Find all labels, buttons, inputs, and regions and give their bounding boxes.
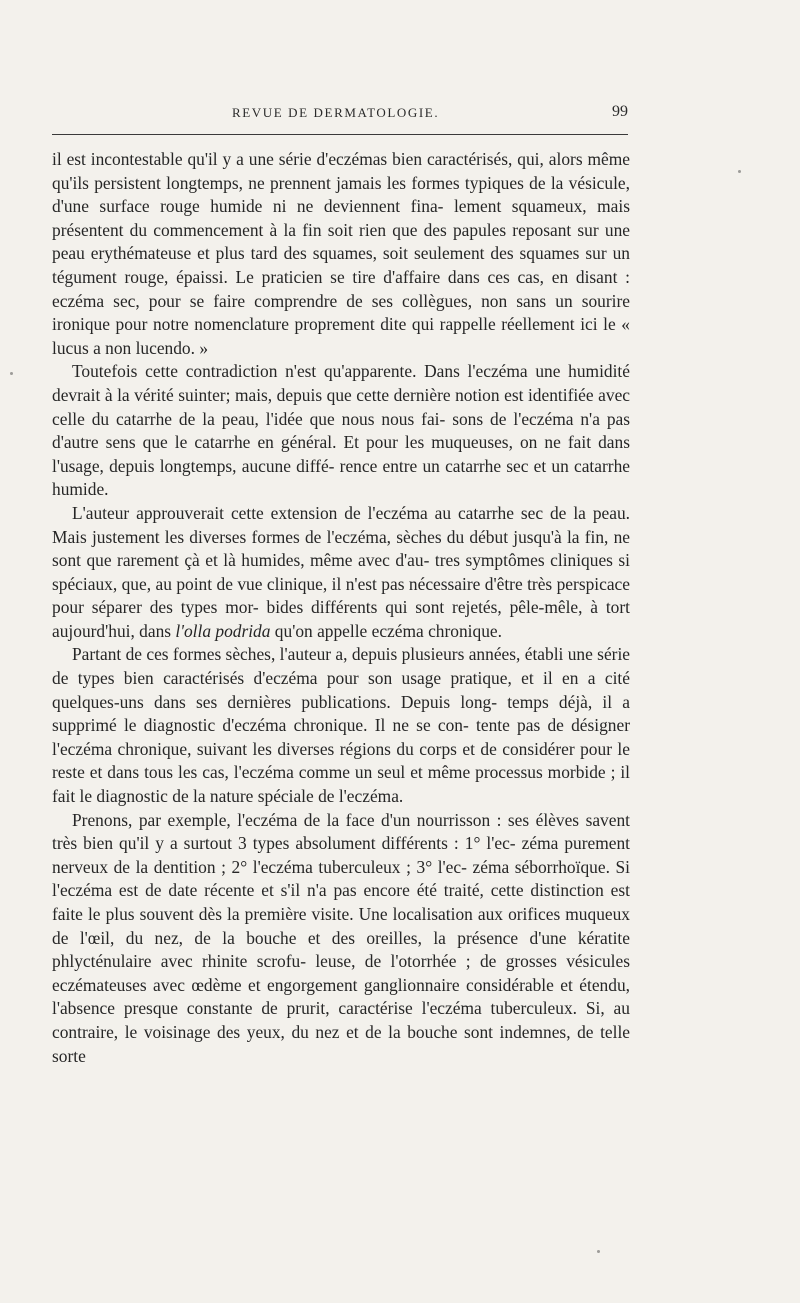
paragraph-4: Partant de ces formes sèches, l'auteur a, depuis plusieurs années, établi une série de types bien caractérisés d'eczéma pour son usage pratique, et il en a cité quelques-uns dans ses dernières publications. Depuis long- temps déjà, il a supprimé le diagnostic d'eczéma chronique. Il ne se con- tente pas de désigner l'eczéma chronique, suivant les diverses régions du corps et de considérer pour le reste et dans tous les cas, l'eczéma comme un seul et même processus morbide ; il fait le diagnostic de la nature spéciale de l'eczéma. — [52, 644, 631, 807]
running-title: REVUE DE DERMATOLOGIE. — [232, 105, 440, 120]
ink-speck — [10, 372, 13, 375]
italic-phrase: l'olla podrida — [175, 620, 271, 641]
page-number: 99 — [612, 103, 628, 120]
paragraph-5: Prenons, par exemple, l'eczéma de la face d'un nourrisson : ses élèves savent très bien qu'il y a surtout 3 types absolument différents : 1° l'ec- zéma purement nerveux de la dentition ; 2° l'eczéma tuberculeux ; 3° l'ec- zéma séborrhoïque. Si l'eczéma est de date récente et s'il n'a pas encore été traité, cette distinction est faite le plus souvent dès la première visite. Une localisation aux orifices muqueux de l'œil, du nez, de la bouche et des oreilles, la présence d'une kératite phlycténulaire avec rhinite scrofu- leuse, de l'otorrhée ; de grosses vésicules eczémateuses avec œdème et engorgement ganglionnaire considérable et étendu, l'absence presque constante de prurit, caractérise l'eczéma tuberculeux. Si, au contraire, le voisinage des yeux, du nez et de la bouche sont indemnes, de telle sorte — [52, 809, 631, 1066]
body-text — [52, 148, 630, 1068]
page-header — [52, 103, 628, 125]
ink-speck — [597, 1250, 600, 1253]
paragraph-3: L'auteur approuverait cette extension de l'eczéma au catarrhe sec de la peau. Mais justement les diverses formes de l'eczéma, sèches du début jusqu'à la fin, ne sont que rarement çà et là humides, même avec d'au- tres symptômes cliniques si spéciaux, que, au point de vue clinique, il n'est pas nécessaire d'être très perspicace pour séparer des types mor- bides différents qui sont rejetés, pêle-mêle, à tort aujourd'hui, dans l'olla podrida qu'on appelle eczéma chronique. — [52, 502, 631, 641]
paragraph-2: Toutefois cette contradiction n'est qu'apparente. Dans l'eczéma une humidité devrait à la vérité suinter; mais, depuis que cette dernière notion est identifiée avec celle du catarrhe de la peau, l'idée que nous nous fai- sons de l'eczéma n'a pas d'autre sens que le catarrhe en général. Et pour les muqueuses, on ne fait dans l'usage, depuis longtemps, aucune diffé- rence entre un catarrhe sec et un catarrhe humide. — [52, 361, 631, 500]
ink-speck — [738, 170, 741, 173]
header-rule — [52, 134, 628, 135]
paragraph-1: il est incontestable qu'il y a une série d'eczémas bien caractérisés, qui, alors même qu'ils persistent longtemps, ne prennent jamais les formes typiques de la vésicule, d'une surface rouge humide ni ne deviennent fina- lement squameux, mais présentent du commencement à la fin soit rien que des papules reposant sur une peau erythémateuse et plus tard des squames, soit seulement des squames sur un tégument rouge, épaissi. Le praticien se tire d'affaire dans ces cas, en disant : eczéma sec, pour se faire comprendre de ses collègues, non sans un sourire ironique pour notre nomenclature proprement dite qui rappelle réellement ici le « lucus a non lucendo. » — [52, 149, 630, 358]
